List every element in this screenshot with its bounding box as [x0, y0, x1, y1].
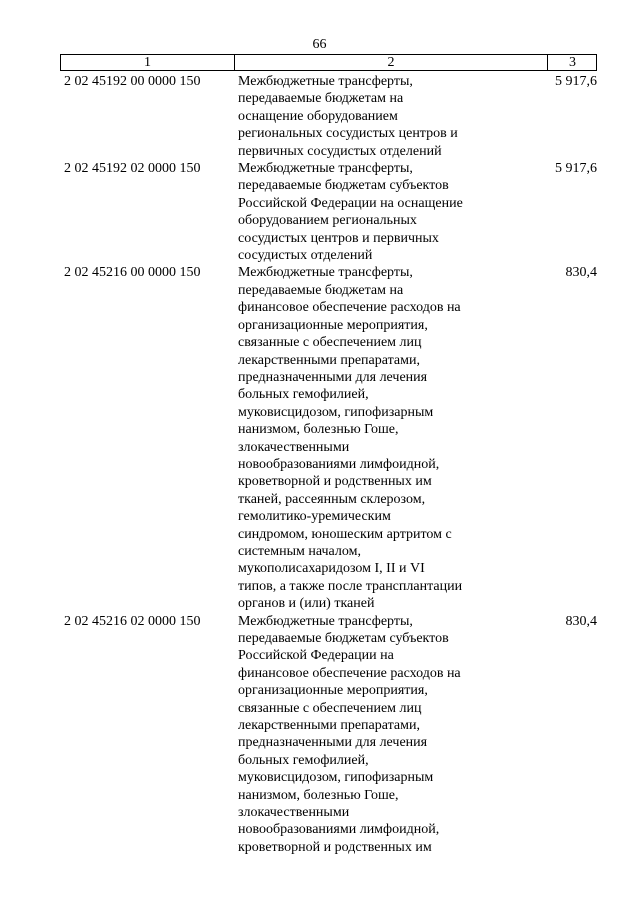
- description-line: сосудистых отделений: [238, 248, 373, 264]
- row-description: [238, 613, 488, 857]
- description-line: органов и (или) тканей: [238, 596, 375, 612]
- description-line: оборудованием региональных: [238, 213, 417, 229]
- description-line: связанные с обеспечением лиц: [238, 335, 422, 351]
- row-description: [238, 264, 488, 612]
- budget-code: 2 02 45192 00 0000 150: [64, 74, 201, 89]
- table-row: [60, 613, 597, 857]
- budget-code: 2 02 45192 02 0000 150: [64, 161, 201, 177]
- description-line: Российской Федерации на оснащение: [238, 195, 463, 211]
- description-line: Межбюджетные трансферты,: [238, 613, 413, 629]
- description-line: связанные с обеспечением лиц: [238, 700, 422, 716]
- description-line: первичных сосудистых отделений: [238, 143, 442, 159]
- description-line: организационные мероприятия,: [238, 317, 428, 333]
- description-line: финансовое обеспечение расходов на: [238, 300, 461, 316]
- table-row: [60, 73, 597, 160]
- description-line: передаваемые бюджетам на: [238, 91, 404, 107]
- description-line: злокачественными: [238, 805, 350, 821]
- description-line: Межбюджетные трансферты,: [238, 161, 413, 177]
- description-line: передаваемые бюджетам на: [238, 282, 404, 298]
- description-line: системным началом,: [238, 543, 361, 559]
- table-row: [60, 264, 597, 612]
- table-row: [60, 160, 597, 264]
- description-line: передаваемые бюджетам субъектов: [238, 631, 449, 646]
- description-line: финансовое обеспечение расходов на: [238, 665, 461, 681]
- budget-code: 2 02 45216 00 0000 150: [64, 265, 201, 281]
- header-col-1: 1: [61, 55, 235, 70]
- description-line: больных гемофилией,: [238, 387, 369, 403]
- header-col-3: 3: [569, 55, 576, 70]
- description-line: больных гемофилией,: [238, 752, 369, 768]
- description-line: кроветворной и родственных им: [238, 839, 432, 855]
- row-description: [238, 160, 488, 264]
- description-line: тканей, рассеянным склерозом,: [238, 491, 426, 507]
- page-number: 66: [312, 37, 327, 52]
- description-line: нанизмом, болезнью Гоше,: [238, 787, 399, 803]
- description-line: предназначенными для лечения: [238, 369, 428, 385]
- header-col-2: 2: [235, 55, 548, 70]
- description-line: гемолитико-уремическим: [238, 509, 391, 525]
- description-line: типов, а также после трансплантации: [238, 578, 463, 594]
- description-line: новообразованиями лимфоидной,: [238, 456, 440, 472]
- description-line: Российской Федерации на: [238, 648, 394, 664]
- table-body: [60, 73, 597, 856]
- description-line: муковисцидозом, гипофизарным: [238, 404, 434, 420]
- amount-value: 5 917,6: [555, 74, 597, 89]
- description-line: оснащение оборудованием: [238, 108, 398, 124]
- description-line: лекарственными препаратами,: [238, 718, 420, 734]
- budget-code: 2 02 45216 02 0000 150: [64, 613, 201, 629]
- row-description: [238, 73, 488, 160]
- description-line: передаваемые бюджетам субъектов: [238, 178, 449, 194]
- description-line: региональных сосудистых центров и: [238, 126, 458, 142]
- description-line: нанизмом, болезнью Гоше,: [238, 422, 399, 438]
- amount-value: 5 917,6: [555, 161, 597, 177]
- amount-value: 830,4: [565, 613, 597, 629]
- description-line: Межбюджетные трансферты,: [238, 265, 413, 281]
- amount-value: 830,4: [565, 265, 597, 281]
- description-line: мукополисахаридозом I, II и VI: [238, 561, 425, 577]
- description-line: предназначенными для лечения: [238, 735, 428, 751]
- description-line: кроветворной и родственных им: [238, 474, 432, 490]
- description-line: сосудистых центров и первичных: [238, 230, 439, 246]
- description-line: лекарственными препаратами,: [238, 352, 420, 368]
- description-line: муковисцидозом, гипофизарным: [238, 770, 434, 786]
- description-line: синдромом, юношеским артритом с: [238, 526, 452, 542]
- description-line: организационные мероприятия,: [238, 683, 428, 699]
- description-line: Межбюджетные трансферты,: [238, 74, 413, 89]
- description-line: новообразованиями лимфоидной,: [238, 822, 440, 838]
- table-header: [60, 54, 597, 71]
- description-line: злокачественными: [238, 439, 350, 455]
